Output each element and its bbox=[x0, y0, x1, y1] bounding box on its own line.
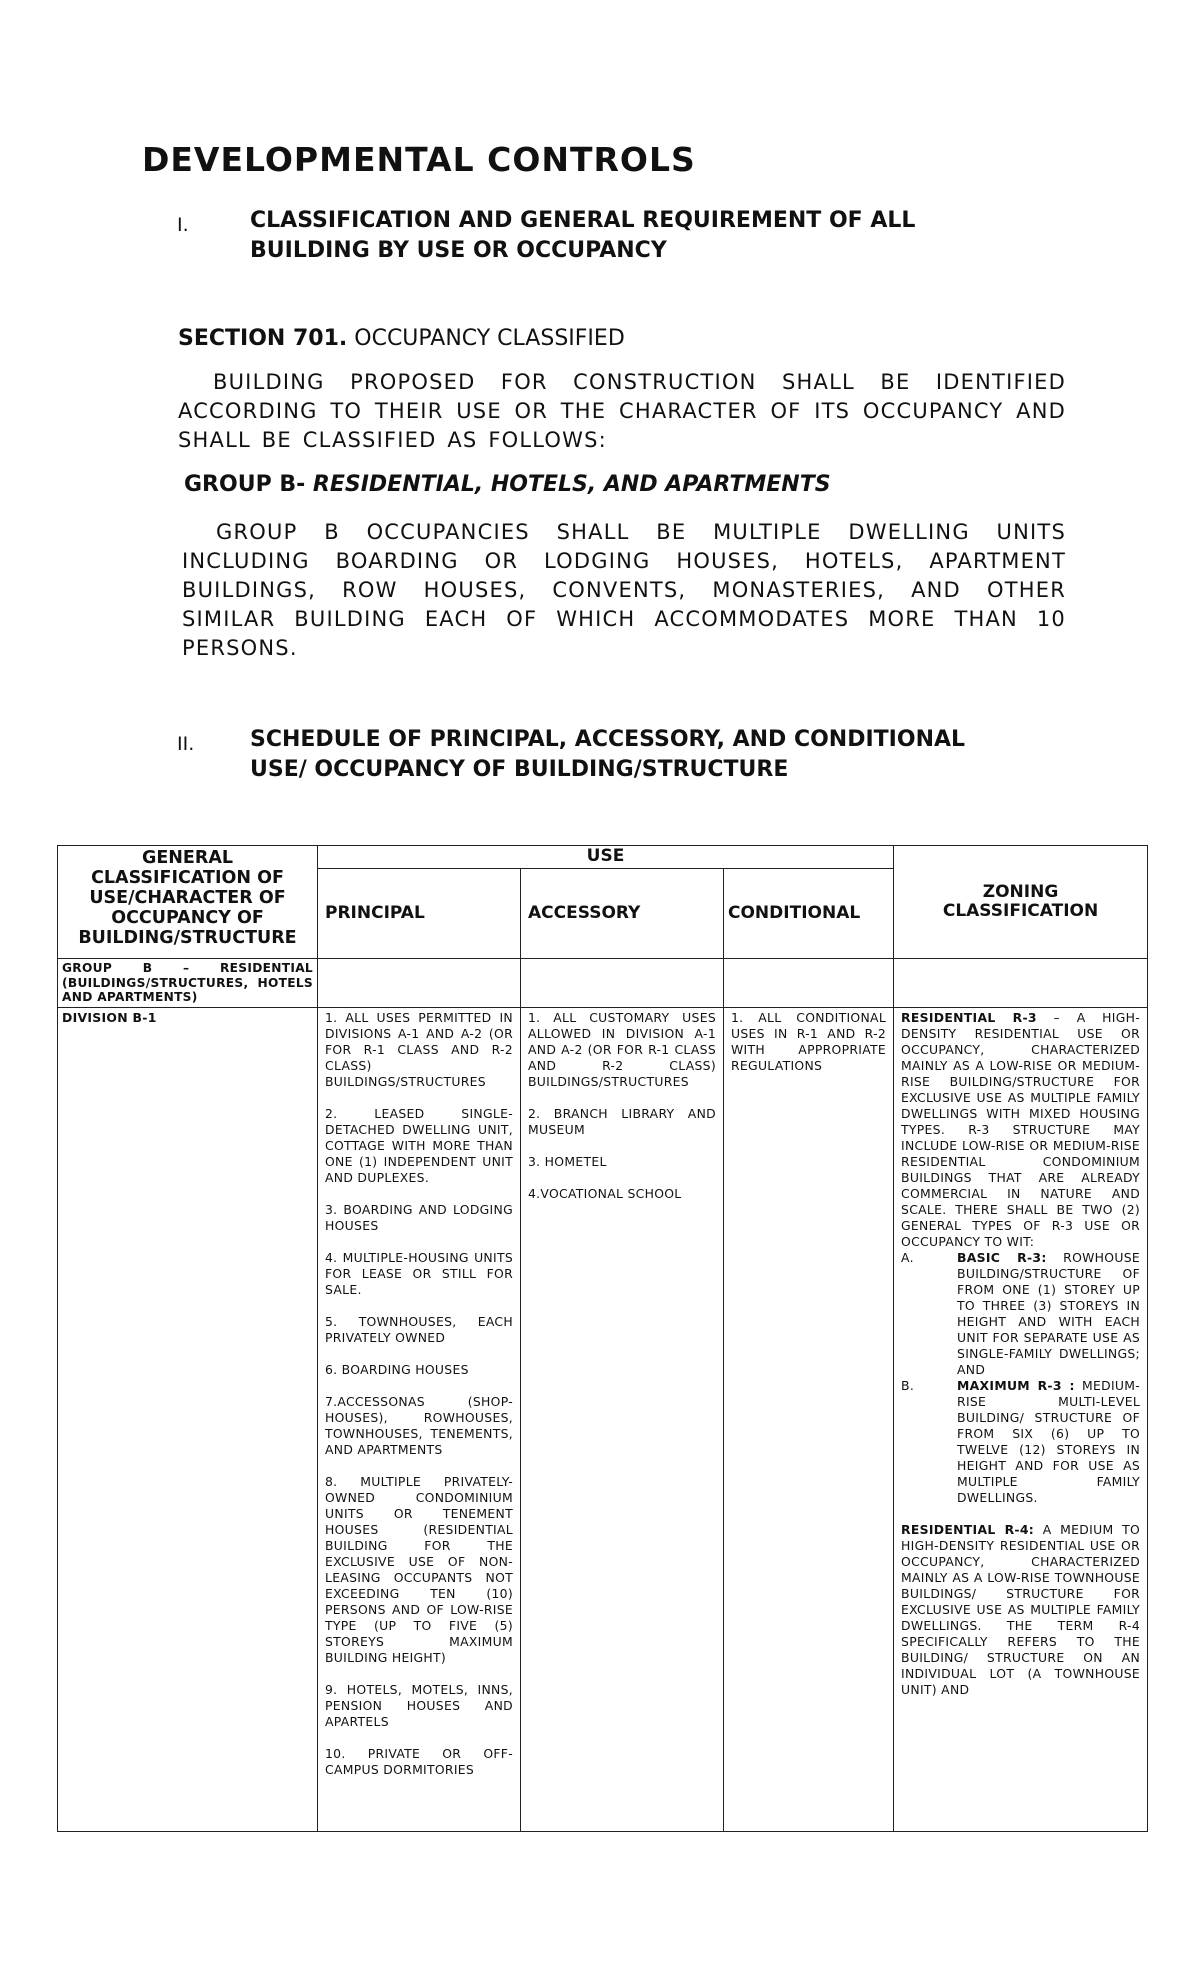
section-701-paragraph: BUILDING PROPOSED FOR CONSTRUCTION SHALL BE IDENTIFIED ACCORDING TO THEIR USE OR THE CHARACTER OF ITS OCCUPANCY AND SHALL BE CLASSIFIED AS FOLLOWS: bbox=[178, 370, 1066, 452]
header-principal: PRINCIPAL bbox=[318, 869, 521, 959]
principal-item: 5. TOWNHOUSES, EACH PRIVATELY OWNED bbox=[325, 1313, 513, 1345]
principal-item: 8. MULTIPLE PRIVATELY-OWNED CONDOMINIUM UNITS OR TENEMENT HOUSES (RESIDENTIAL BUILDING FOR THE EXCLUSIVE USE OF NON-LEASING OCCUPANTS NOT EXCEEDING TEN (10) PERSONS AND OF LOW-RISE TYPE (UP TO FIVE (5) STOREYS MAXIMUM BUILDING HEIGHT) bbox=[325, 1473, 513, 1665]
principal-item: 2. LEASED SINGLE-DETACHED DWELLING UNIT, COTTAGE WITH MORE THAN ONE (1) INDEPENDENT UNIT AND DUPLEXES. bbox=[325, 1105, 513, 1185]
group-b-heading bbox=[184, 472, 831, 497]
section-two-heading-line2: USE/ OCCUPANCY OF BUILDING/STRUCTURE bbox=[250, 757, 789, 782]
header-zoning: ZONING CLASSIFICATION bbox=[894, 846, 1148, 959]
schedule-table bbox=[57, 845, 1148, 1832]
zoning-r4 bbox=[901, 1522, 1140, 1698]
zoning-sub-b-text: MEDIUM-RISE MULTI-LEVEL BUILDING/ STRUCTURE OF FROM SIX (6) UP TO TWELVE (12) STOREYS IN HEIGHT AND FOR USE AS MULTIPLE FAMILY DWELLINGS. bbox=[957, 1377, 1141, 1505]
zoning-sub-a bbox=[901, 1250, 1140, 1378]
principal-item: 10. PRIVATE OR OFF-CAMPUS DORMITORIES bbox=[325, 1745, 513, 1777]
zoning-r3-label: RESIDENTIAL R-3 bbox=[901, 1009, 1037, 1025]
zoning-sub-a-text: ROWHOUSE BUILDING/STRUCTURE OF FROM ONE (1) STOREY UP TO THREE (3) STOREYS IN HEIGHT AND WITH EACH UNIT FOR SEPARATE USE AS SINGLE-FAMILY DWELLINGS; AND bbox=[957, 1249, 1141, 1377]
zoning-sub-b-bold: MAXIMUM R-3 : bbox=[957, 1377, 1075, 1393]
accessory-item: 3. HOMETEL bbox=[528, 1153, 607, 1169]
zoning-r3 bbox=[901, 1010, 1140, 1250]
section-two-heading-line1: SCHEDULE OF PRINCIPAL, ACCESSORY, AND CONDITIONAL bbox=[250, 727, 966, 752]
group-row-empty-conditional bbox=[724, 959, 894, 1008]
accessory-item: 4.VOCATIONAL SCHOOL bbox=[528, 1185, 682, 1201]
division-cell: DIVISION B-1 bbox=[58, 1007, 318, 1832]
principal-item: 7.ACCESSONAS (SHOP-HOUSES), ROWHOUSES, TOWNHOUSES, TENEMENTS, AND APARTMENTS bbox=[325, 1393, 513, 1457]
section-one-heading bbox=[250, 206, 915, 266]
zoning-r3-text: – A HIGH-DENSITY RESIDENTIAL USE OR OCCUPANCY, CHARACTERIZED MAINLY AS A LOW-RISE OR MEDIUM-RISE BUILDING/STRUCTURE FOR EXCLUSIVE USE AS MULTIPLE FAMILY DWELLINGS WITH MIXED HOUSING TYPES. R-3 STRUCTURE MAY INCLUDE LOW-RISE OR MEDIUM-RISE RESIDENTIAL CONDOMINIUM BUILDINGS THAT ARE ALREADY COMMERCIAL IN NATURE AND SCALE. THERE SHALL BE TWO (2) GENERAL TYPES OF R-3 USE OR OCCUPANCY TO WIT: bbox=[901, 1009, 1141, 1249]
table-row-division bbox=[58, 1007, 1148, 1832]
principal-cell bbox=[318, 1007, 521, 1832]
header-general-classification: GENERAL CLASSIFICATION OF USE/CHARACTER OF OCCUPANCY OF BUILDING/STRUCTURE bbox=[58, 846, 318, 959]
conditional-item: 1. ALL CONDITIONAL USES IN R-1 AND R-2 WITH APPROPRIATE REGULATIONS bbox=[731, 1009, 887, 1073]
table-header-row-1 bbox=[58, 846, 1148, 869]
group-b-heading-rest: RESIDENTIAL, HOTELS, AND APARTMENTS bbox=[312, 472, 831, 497]
group-row-empty-accessory bbox=[521, 959, 724, 1008]
zoning-sub-b bbox=[901, 1378, 1140, 1506]
group-row-empty-zoning bbox=[894, 959, 1148, 1008]
principal-list bbox=[325, 1010, 513, 1778]
section-701-label: SECTION 701. bbox=[178, 326, 348, 351]
group-b-heading-bold: GROUP B- bbox=[184, 472, 306, 497]
zoning-r4-text: A MEDIUM TO HIGH-DENSITY RESIDENTIAL USE OR OCCUPANCY, CHARACTERIZED MAINLY AS A LOW-RISE TOWNHOUSE BUILDINGS/ STRUCTURE FOR EXCLUSIVE USE AS MULTIPLE FAMILY DWELLINGS. THE TERM R-4 SPECIFICALLY REFERS TO THE BUILDING/ STRUCTURE ON AN INDIVIDUAL LOT (A TOWNHOUSE UNIT) AND bbox=[901, 1521, 1141, 1697]
section-701-line bbox=[178, 326, 625, 351]
zoning-sub-a-bold: BASIC R-3: bbox=[957, 1249, 1047, 1265]
accessory-list bbox=[528, 1010, 716, 1202]
principal-item: 1. ALL USES PERMITTED IN DIVISIONS A-1 AND A-2 (OR FOR R-1 CLASS AND R-2 CLASS) BUILDINGS/STRUCTURES bbox=[325, 1009, 513, 1089]
page-title: DEVELOPMENTAL CONTROLS bbox=[142, 140, 696, 179]
zoning-r4-label: RESIDENTIAL R-4: bbox=[901, 1521, 1035, 1537]
group-row-empty-principal bbox=[318, 959, 521, 1008]
zoning-cell bbox=[894, 1007, 1148, 1832]
table-row-group bbox=[58, 959, 1148, 1008]
section-one-numeral: I. bbox=[177, 214, 189, 236]
header-conditional: CONDITIONAL bbox=[724, 869, 894, 959]
section-one-heading-line1: CLASSIFICATION AND GENERAL REQUIREMENT OF ALL bbox=[250, 208, 916, 233]
zoning-sub-b-label: B. bbox=[901, 1377, 915, 1393]
conditional-list bbox=[731, 1010, 886, 1074]
section-two-heading bbox=[250, 725, 965, 785]
accessory-cell bbox=[521, 1007, 724, 1832]
group-row-cell: GROUP B – RESIDENTIAL (BUILDINGS/STRUCTURES, HOTELS AND APARTMENTS) bbox=[58, 959, 318, 1008]
principal-item: 6. BOARDING HOUSES bbox=[325, 1361, 469, 1377]
zoning-content bbox=[901, 1010, 1140, 1698]
header-accessory: ACCESSORY bbox=[521, 869, 724, 959]
section-two-numeral: II. bbox=[177, 733, 195, 755]
principal-item: 3. BOARDING AND LODGING HOUSES bbox=[325, 1201, 513, 1233]
group-b-paragraph: GROUP B OCCUPANCIES SHALL BE MULTIPLE DWELLING UNITS INCLUDING BOARDING OR LODGING HOUSES, HOTELS, APARTMENT BUILDINGS, ROW HOUSES, CONVENTS, MONASTERIES, AND OTHER SIMILAR BUILDING EACH OF WHICH ACCOMMODATES MORE THAN 10 PERSONS. bbox=[182, 520, 1066, 660]
principal-item: 9. HOTELS, MOTELS, INNS, PENSION HOUSES AND APARTELS bbox=[325, 1681, 513, 1729]
zoning-sub-a-label: A. bbox=[901, 1249, 914, 1265]
accessory-item: 2. BRANCH LIBRARY AND MUSEUM bbox=[528, 1105, 716, 1137]
principal-item: 4. MULTIPLE-HOUSING UNITS FOR LEASE OR STILL FOR SALE. bbox=[325, 1249, 513, 1297]
section-701-text: OCCUPANCY CLASSIFIED bbox=[354, 326, 625, 351]
section-one-heading-line2: BUILDING BY USE OR OCCUPANCY bbox=[250, 238, 667, 263]
header-use: USE bbox=[318, 846, 894, 869]
conditional-cell bbox=[724, 1007, 894, 1832]
accessory-item: 1. ALL CUSTOMARY USES ALLOWED IN DIVISION A-1 AND A-2 (OR FOR R-1 CLASS AND R-2 CLASS) BUILDINGS/STRUCTURES bbox=[528, 1009, 716, 1089]
